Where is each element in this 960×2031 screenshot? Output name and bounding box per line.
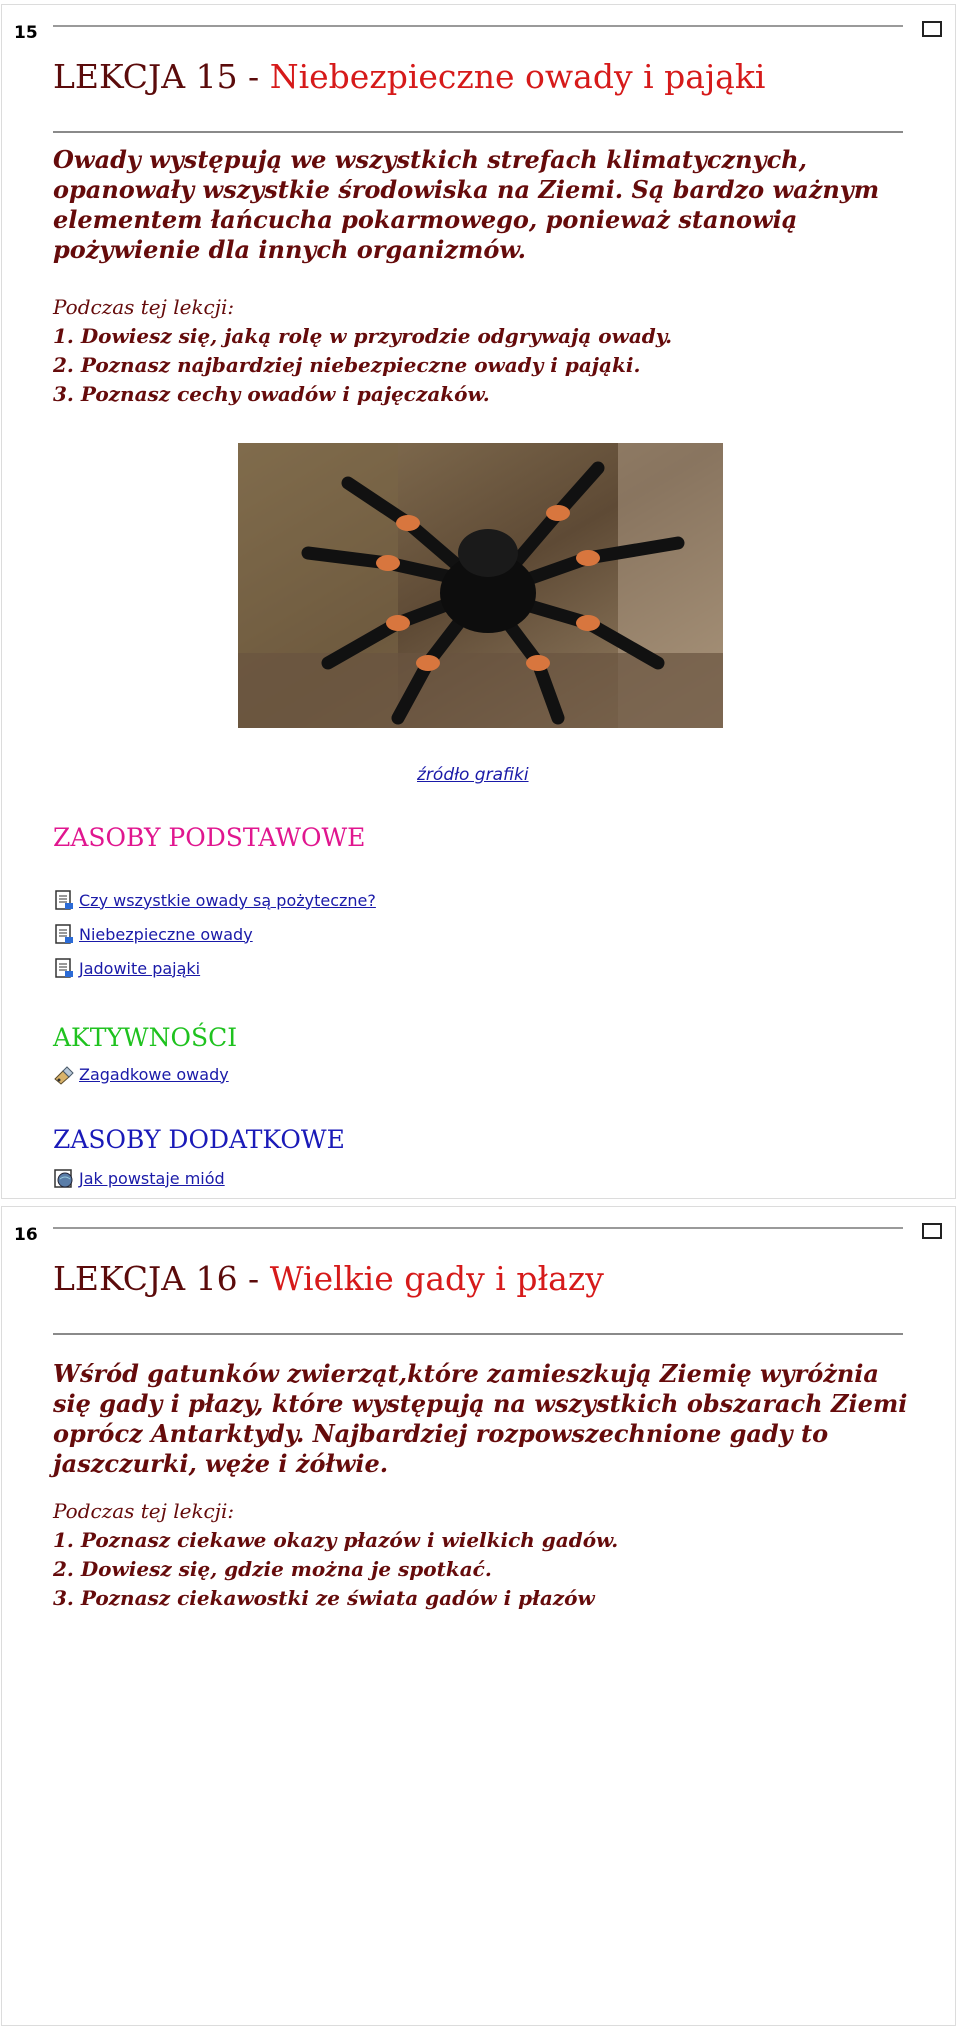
lesson-goal-item: 1. Poznasz ciekawe okazy płazów i wielkich gadów. [53,1528,619,1552]
divider [53,131,903,133]
resource-link-how-honey-is-made[interactable] [53,1167,225,1189]
lesson-goal-item: 3. Poznasz cechy owadów i pajęczaków. [53,382,490,406]
section-number: 16 [14,1225,38,1245]
lesson-intro: Wśród gatunków zwierząt,które zamieszkują Ziemię wyróżnia się gady i płazy, które występują na wszystkich obszarach Ziemi oprócz Antarktydy. Najbardziej rozpowszechnione gady to jaszczurki, węże i żółwie. [53,1359,908,1478]
lesson-title-prefix: LEKCJA 15 - [53,57,270,96]
activities-heading: AKTYWNOŚCI [53,1023,238,1052]
lesson-goals-heading: Podczas tej lekcji: [53,295,235,319]
completion-checkbox[interactable] [922,1223,942,1239]
lesson-goals [53,293,913,409]
resource-link-venomous-spiders[interactable] [53,957,200,979]
lesson-title-prefix: LEKCJA 16 - [53,1259,270,1298]
lesson-title [53,1259,604,1298]
resource-link-label: Czy wszystkie owady są pożyteczne? [79,890,376,910]
resource-link-label: Niebezpieczne owady [79,924,253,944]
basic-resources-heading: ZASOBY PODSTAWOWE [53,823,366,852]
lesson-goal-item: 3. Poznasz ciekawostki ze świata gadów i płazów [53,1586,595,1610]
activity-link-label: Zagadkowe owady [79,1064,229,1084]
lesson-goal-item: 2. Dowiesz się, gdzie można je spotkać. [53,1557,492,1581]
resource-link-label: Jak powstaje miód [79,1168,225,1188]
section-number: 15 [14,23,38,43]
document-icon [53,923,75,945]
completion-checkbox[interactable] [922,21,942,37]
resource-link-dangerous-insects[interactable] [53,923,253,945]
resource-link-label: Jadowite pająki [79,958,201,978]
image-source-link[interactable]: źródło grafiki [417,765,529,785]
document-icon [53,957,75,979]
lesson-goals [53,1497,913,1613]
document-icon [53,889,75,911]
extra-resources-heading: ZASOBY DODATKOWE [53,1125,345,1154]
divider [53,25,903,27]
divider [53,1333,903,1335]
activity-link-puzzling-insects[interactable] [53,1063,229,1085]
tarantula-illustration [238,443,723,728]
lesson-title-topic: Niebezpieczne owady i pająki [269,57,766,96]
lesson-goal-item: 2. Poznasz najbardziej niebezpieczne owady i pająki. [53,353,641,377]
lesson-16-section [1,1206,956,2026]
lesson-goal-item: 1. Dowiesz się, jaką rolę w przyrodzie odgrywają owady. [53,324,673,348]
lesson-intro: Owady występują we wszystkich strefach klimatycznych, opanowały wszystkie środowiska na Ziemi. Są bardzo ważnym elementem łańcucha pokarmowego, ponieważ stanowią pożywienie dla innych organizmów. [53,145,880,264]
lesson-title [53,57,765,96]
web-page-icon [53,1167,75,1189]
lesson-15-section [1,4,956,1199]
quiz-icon [53,1063,75,1085]
divider [53,1227,903,1229]
tarantula-image [238,443,723,728]
resource-link-useful-insects[interactable] [53,889,376,911]
lesson-goals-heading: Podczas tej lekcji: [53,1499,235,1523]
lesson-title-topic: Wielkie gady i płazy [269,1259,604,1298]
